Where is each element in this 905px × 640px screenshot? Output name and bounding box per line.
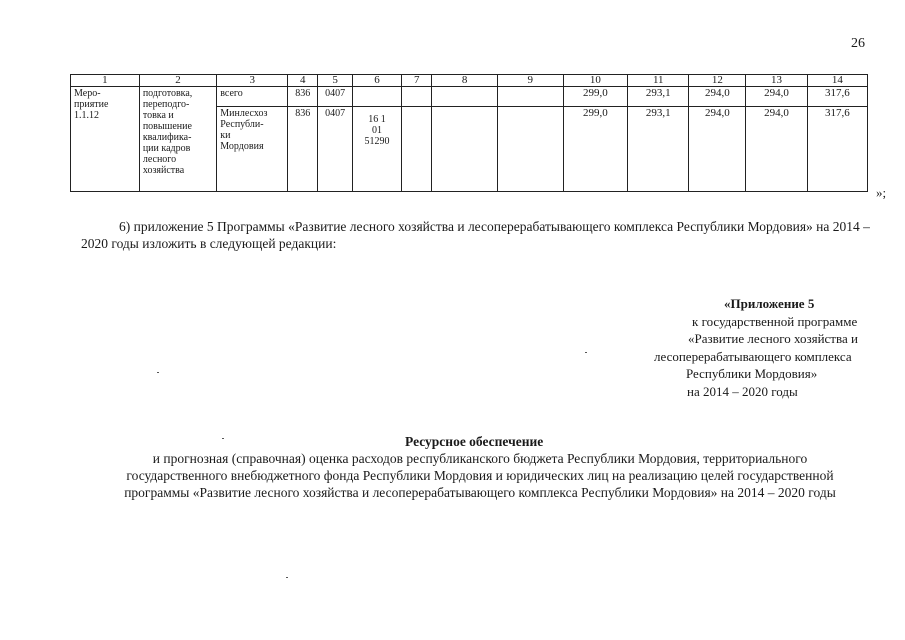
value-cell: [432, 87, 498, 107]
appendix-line: на 2014 – 2020 годы: [687, 383, 798, 399]
appendix-block: [640, 295, 880, 400]
column-number: 13: [746, 75, 807, 87]
column-number: 12: [689, 75, 746, 87]
table-row: [71, 87, 868, 107]
description-cell: подготовка, переподго- товка и повышение квалифика- ции кадров лесного хозяйства: [139, 87, 216, 192]
column-number: 1: [71, 75, 140, 87]
column-number: 3: [217, 75, 288, 87]
activity-cell: Меро- приятие 1.1.12: [71, 87, 140, 192]
value-cell: 317,6: [807, 87, 867, 107]
value-cell: [497, 87, 563, 107]
table-header-row: [71, 75, 868, 87]
amendment-paragraph: 6) приложение 5 Программы «Развитие лесного хозяйства и лесоперерабатывающего комплекса Республики Мордовия» на 2014 – 2020 годы изложить в следующей редакции:: [81, 219, 870, 251]
value-cell: 294,0: [746, 107, 807, 192]
value-cell: 299,0: [563, 107, 628, 192]
value-cell: 293,1: [628, 107, 689, 192]
appendix-title: «Приложение 5: [724, 296, 815, 311]
rz-cell: 0407: [318, 107, 352, 192]
value-cell: [497, 107, 563, 192]
value-cell: 294,0: [746, 87, 807, 107]
scan-speck: [157, 372, 159, 373]
column-number: 2: [139, 75, 216, 87]
page-number: 26: [851, 36, 865, 51]
value-cell: 294,0: [689, 107, 746, 192]
column-number: 4: [288, 75, 318, 87]
appendix-line: лесоперерабатывающего комплекса: [654, 348, 852, 364]
appendix-line: к государственной программе: [692, 313, 858, 329]
value-cell: 294,0: [689, 87, 746, 107]
vr-cell: [402, 107, 432, 192]
value-cell: 317,6: [807, 107, 867, 192]
funding-source-cell: всего: [217, 87, 288, 107]
column-number: 6: [352, 75, 401, 87]
section-heading: Ресурсное обеспечение: [405, 434, 544, 449]
funding-source-cell: Минлесхоз Республи- ки Мордовия: [217, 107, 288, 192]
scan-speck: [222, 438, 224, 439]
value-cell: 293,1: [628, 87, 689, 107]
appendix-line: Республики Мордовия»: [686, 366, 818, 381]
csr-cell: [352, 87, 401, 107]
grbs-cell: 836: [288, 107, 318, 192]
value-cell: 299,0: [563, 87, 628, 107]
scan-speck: [585, 352, 587, 353]
scan-speck: [286, 577, 288, 578]
closing-quote: »;: [876, 185, 887, 200]
column-number: 14: [807, 75, 867, 87]
column-number: 10: [563, 75, 628, 87]
rz-cell: 0407: [318, 87, 352, 107]
column-number: 9: [497, 75, 563, 87]
vr-cell: [402, 87, 432, 107]
column-number: 8: [432, 75, 498, 87]
column-number: 7: [402, 75, 432, 87]
budget-table: [70, 74, 868, 192]
section-subheading: и прогнозная (справочная) оценка расходов республиканского бюджета Республики Мордовия, территориального государственного внебюджетного фонда Республики Мордовия и юридических лиц на реализацию целей государственной программы «Развитие лесного хозяйства и лесоперерабатывающего комплекса Республики Мордовия» на 2014 – 2020 годы: [124, 451, 836, 500]
value-cell: [432, 107, 498, 192]
column-number: 11: [628, 75, 689, 87]
csr-cell: 16 1 01 51290: [352, 107, 401, 192]
appendix-line: «Развитие лесного хозяйства и: [688, 331, 858, 346]
column-number: 5: [318, 75, 352, 87]
grbs-cell: 836: [288, 87, 318, 107]
